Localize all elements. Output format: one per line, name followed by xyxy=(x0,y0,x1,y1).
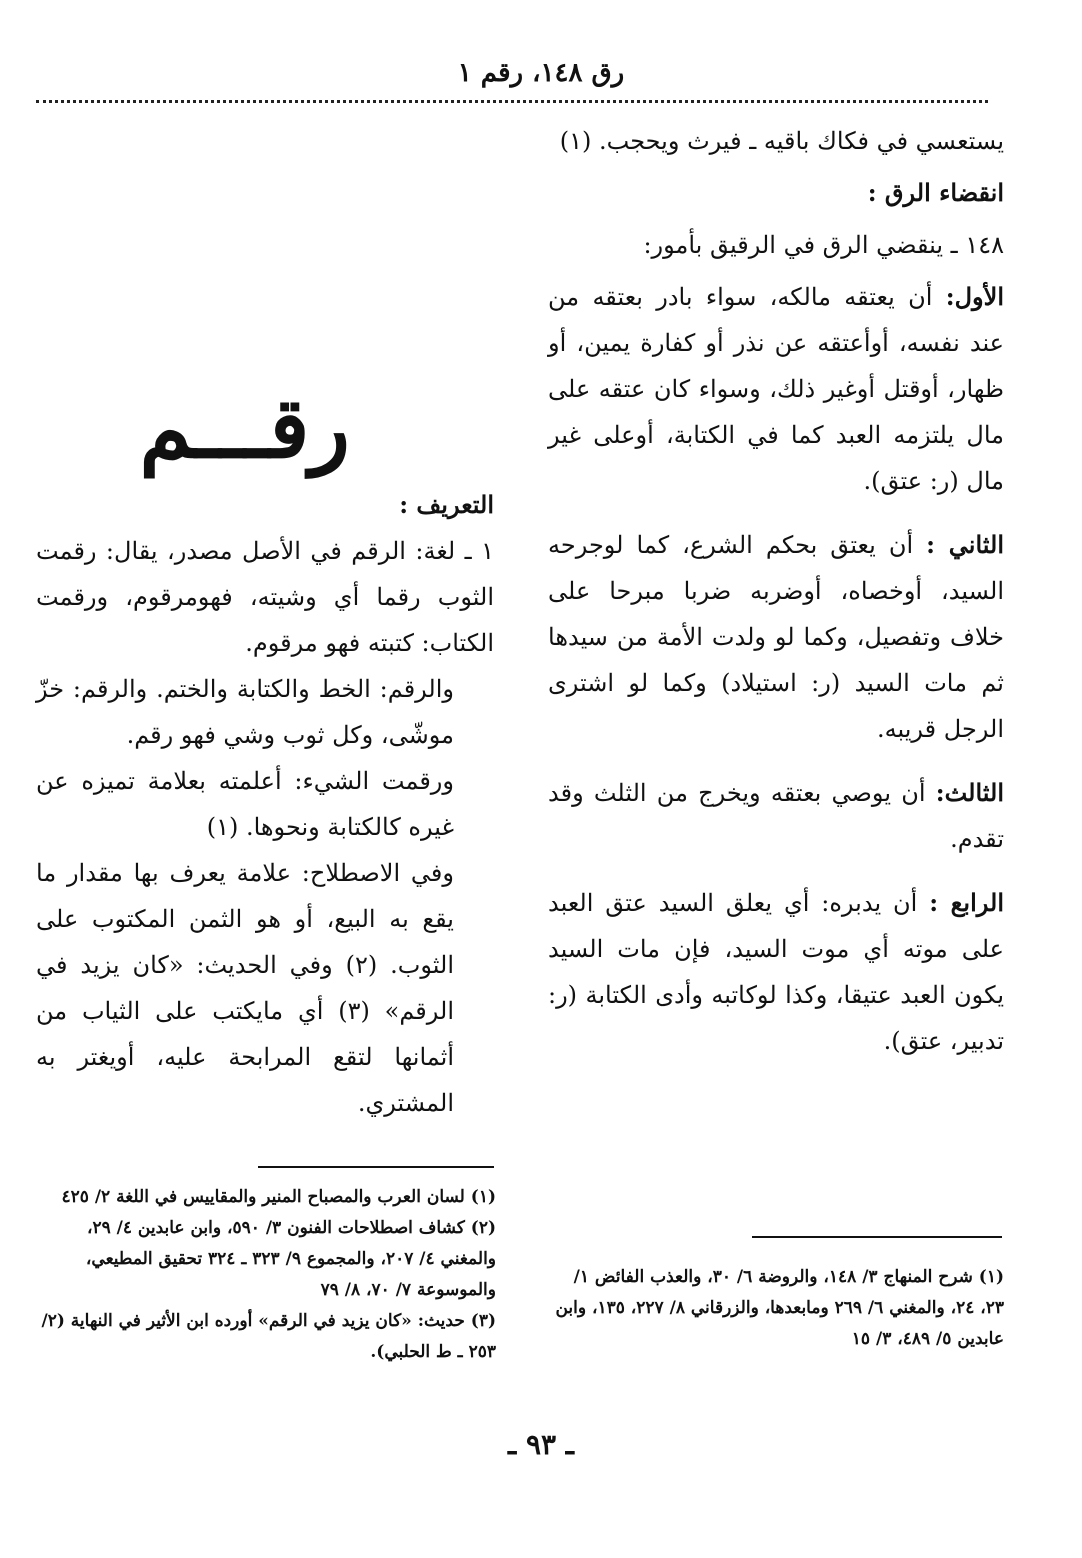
footnote-left-3: (٣) حديث: «كان يزيد في الرقم» أورده ابن الأثير في النهاية (٢/ ٢٥٣ ـ ط الحلبي). xyxy=(41,1311,496,1362)
definition-heading: التعريف : xyxy=(399,490,494,519)
item-first-text: أن يعتقه مالكه، سواء بادر بعتقه من عند نفسه، أوأعتقه عن نذر أو كفارة يمين، أو ظهار، أوقتل أوغير ذلك، وسواء كان عتقه على مال يلتزمه العبد كما في الكتابة، أوعلى غير مال (ر: عتق). xyxy=(548,283,1004,495)
item-fourth-label: الرابع : xyxy=(929,888,1004,917)
footnote-rule-right xyxy=(752,1236,1002,1238)
section-heading: انقضاء الرق : xyxy=(867,178,1004,207)
footnote-left-1: (١) لسان العرب والمصباح المنير والمقاييس في اللغة ٢/ ٤٢٥ xyxy=(61,1187,496,1207)
left-column xyxy=(36,482,494,1126)
page-number: ـ ٩٣ ـ xyxy=(508,1428,574,1461)
item-second xyxy=(548,522,1004,752)
footnote-left-2: (٢) كشاف اصطلاحات الفنون ٣/ ٥٩٠، وابن عابدين ٤/ ٢٩، والمغني ٤/ ٢٠٧، والمجموع ٩/ ٣٢٣ ـ ٣٢٤ تحقيق المطيعي، والموسوعة ٧/ ٧٠، ٨/ ٧٩ xyxy=(85,1218,496,1300)
definition-paragraph-1: ١ ـ لغة: الرقم في الأصل مصدر، يقال: رقمت الثوب رقما أي وشيته، فهومرقوم، ورقمت الكتاب: كتبته فهو مرقوم. xyxy=(36,537,494,657)
definition-paragraph-2: والرقم: الخط والكتابة والختم. والرقم: خزّ موشّى، وكل ثوب وشي فهو رقم. xyxy=(36,675,454,749)
item-third xyxy=(548,770,1004,862)
continued-paragraph: يستعسي في فكاك باقيه ـ فيرث ويحجب. (١) xyxy=(559,127,1004,155)
item-third-text: أن يوصي بعتقه ويخرج من الثلث وقد تقدم. xyxy=(548,779,1004,853)
item-fourth-text: أن يدبره: أي يعلق السيد عتق العبد على موته أي موت السيد، فإن مات السيد يكون العبد عتيقا، وكذا لوكاتبه وأدى الكتابة (ر: تدبير، عتق). xyxy=(548,889,1004,1055)
item-first-label: الأول: xyxy=(945,282,1004,311)
footnote-right-1: (١) شرح المنهاج ٣/ ١٤٨، والروضة ٦/ ٣٠، والعذب الفائض ١/ ٢٣، ٢٤، والمغني ٦/ ٢٦٩ ومابعدها، والزرقاني ٨/ ٢٢٧، ١٣٥، وابن عابدين ٥/ ٤٨٩، ٣/ ١٥ xyxy=(555,1267,1004,1349)
right-column xyxy=(548,118,1004,1064)
item-first xyxy=(548,274,1004,504)
header-divider xyxy=(36,100,988,103)
page-header: رق ١٤٨، رقم ١ xyxy=(457,58,625,88)
definition-paragraph-3: ورقمت الشيء: أعلمته بعلامة تميزه عن غيره كالكتابة ونحوها. (١) xyxy=(36,767,454,841)
paragraph-148: ١٤٨ ـ ينقضي الرق في الرقيق بأمور: xyxy=(643,231,1004,259)
entry-title: رقـــم xyxy=(139,378,350,477)
footnotes-right xyxy=(552,1262,1004,1355)
footnote-rule-left xyxy=(258,1166,494,1168)
item-second-text: أن يعتق بحكم الشرع، كما لوجرحه السيد، أوخصاه، أوضربه ضربا مبرحا على خلاف وتفصيل، وكما لو ولدت الأمة من سيدها ثم مات السيد (ر: استيلاد) وكما لو اشترى الرجل قريبه. xyxy=(548,531,1005,743)
definition-paragraph-4: وفي الاصطلاح: علامة يعرف بها مقدار ما يقع به البيع، أو هو الثمن المكتوب على الثوب. (٢) وفي الحديث: «كان يزيد في الرقم» (٣) أي مايكتب على الثياب من أثمانها لتقع المرابحة عليه، أويغتر به المشتري. xyxy=(36,859,455,1117)
item-third-label: الثالث: xyxy=(935,778,1004,807)
footnotes-left xyxy=(36,1182,496,1368)
item-fourth xyxy=(548,880,1004,1064)
item-second-label: الثاني : xyxy=(926,530,1004,559)
